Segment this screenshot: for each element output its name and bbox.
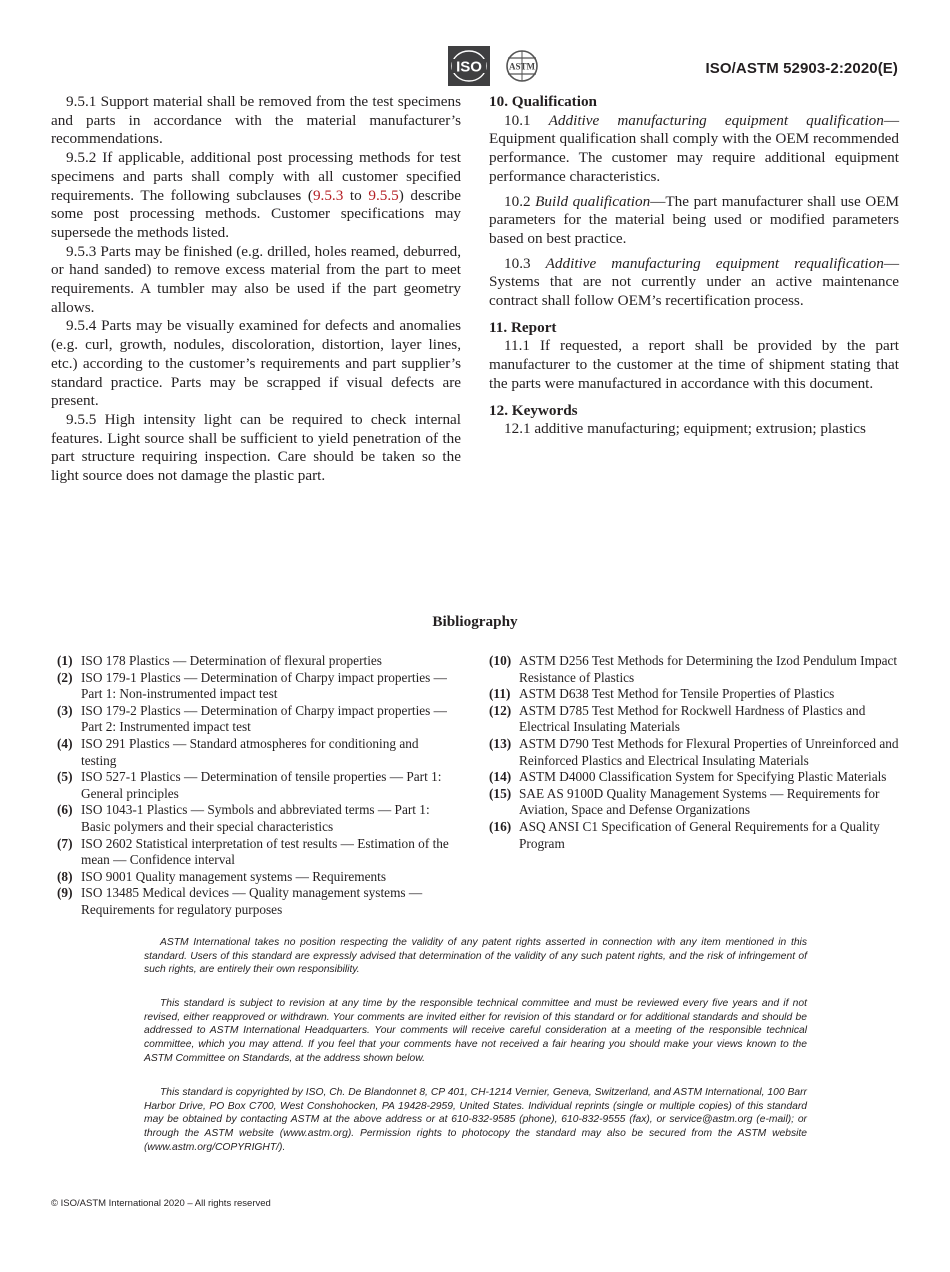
right-column — [489, 93, 899, 439]
link-9-5-3[interactable]: 9.5.3 — [312, 186, 344, 204]
bibliography-entry — [57, 736, 457, 769]
para-10-1-number: 10.1 — [504, 111, 549, 129]
para-10-1-title: Additive manufacturing equipment qualification — [548, 111, 884, 129]
bibliography-entry-number: (13) — [489, 735, 512, 751]
para-10-2 — [489, 193, 899, 249]
bibliography-entry-text: ASTM D785 Test Method for Rockwell Hardness of Plastics and Electrical Insulating Materials — [519, 702, 866, 735]
para-9-5-2-text-b: to — [343, 186, 369, 204]
bibliography-entry-number: (8) — [57, 868, 73, 884]
copyright-notice — [144, 1086, 807, 1155]
bibliography-right-list — [489, 653, 903, 852]
para-10-1 — [489, 112, 899, 187]
left-column — [51, 93, 461, 486]
patent-notice — [144, 936, 807, 977]
bibliography-entry-text: ISO 178 Plastics — Determination of flexural properties — [81, 653, 382, 668]
bibliography-entry — [489, 686, 903, 703]
para-9-5-5: 9.5.5 High intensity light can be required to check internal features. Light source shall be sufficient to yield penetration of the part structure requiring inspection. Care should be taken so the light source does not damage the plastic part. — [51, 410, 461, 485]
iso-logo — [448, 46, 490, 86]
bibliography-entry-number: (7) — [57, 835, 73, 851]
bibliography-entry — [57, 802, 457, 835]
header-logos — [448, 46, 548, 86]
bibliography-entry-number: (15) — [489, 785, 512, 801]
patent-notice-text: ASTM International takes no position respecting the validity of any patent rights asserted in connection with any item mentioned in this standard. Users of this standard are expressly advised that determination of the validity of any such patent rights, and the risk of infringement of such rights, are entirely their own responsibility. — [144, 937, 807, 976]
bibliography-entry — [57, 869, 457, 886]
bibliography-entry — [57, 703, 457, 736]
astm-logo-text: ASTM — [508, 61, 536, 72]
para-10-2-title: Build qualification — [535, 192, 651, 210]
link-9-5-5[interactable]: 9.5.5 — [368, 186, 399, 204]
bibliography-entry — [489, 786, 903, 819]
bibliography-entry-text: ISO 179-2 Plastics — Determination of Charpy impact properties — Part 2: Instrumented impact test — [81, 702, 447, 735]
bibliography-entry-text: ASQ ANSI C1 Specification of General Requirements for a Quality Program — [519, 818, 880, 851]
bibliography-entry — [489, 703, 903, 736]
bibliography-entry-text: ASTM D638 Test Method for Tensile Properties of Plastics — [519, 686, 835, 702]
bibliography-entry-text: ISO 2602 Statistical interpretation of test results — Estimation of the mean — Confidence interval — [81, 835, 449, 868]
bibliography-entry-number: (16) — [489, 818, 512, 834]
bibliography-entry-text: ASTM D4000 Classification System for Specifying Plastic Materials — [519, 769, 887, 785]
heading-qualification: 10. Qualification — [489, 93, 598, 110]
revision-notice-text: This standard is subject to revision at any time by the responsible technical committee and must be reviewed every five years and if not revised, either reapproved or withdrawn. Your comments are invited either for revision of this standard or for additional standards and should be addressed to ASTM International Headquarters. Your comments will receive careful consideration at a meeting of the responsible technical committee, which you may attend. If you feel that your comments have not received a fair hearing you should make your views known to the ASTM Committee on Standards, at the address shown below. — [144, 998, 807, 1064]
bibliography-entry-text: SAE AS 9100D Quality Management Systems — Requirements for Aviation, Space and Defense Organizations — [519, 785, 880, 818]
bibliography-entry-number: (4) — [57, 735, 73, 751]
bibliography-entry-text: ASTM D790 Test Methods for Flexural Properties of Unreinforced and Reinforced Plastics and Electrical Insulating Materials — [519, 735, 899, 768]
bibliography-entry — [57, 670, 457, 703]
bibliography-entry-text: ISO 1043-1 Plastics — Symbols and abbreviated terms — Part 1: Basic polymers and their special characteristics — [81, 802, 430, 834]
para-11-1: 11.1 If requested, a report shall be provided by the part manufacturer to the customer at the time of shipment stating that the parts were manufactured in accordance with this document. — [489, 337, 899, 392]
bibliography-entry-text: ISO 291 Plastics — Standard atmospheres for conditioning and testing — [81, 735, 419, 768]
bibliography-entry-number: (2) — [57, 669, 73, 685]
para-9-5-2 — [51, 149, 461, 243]
para-9-5-2-text-c: ) describe some post processing methods. Customer specifications may supersede the methods listed. — [51, 186, 461, 241]
bibliography-entry-text: ISO 527-1 Plastics — Determination of tensile properties — Part 1: General principles — [81, 769, 442, 801]
para-9-5-1: 9.5.1 Support material shall be removed from the test specimens and parts in accordance with the material manufacturer’s recommendations. — [51, 93, 461, 148]
bibliography-entry — [57, 885, 457, 918]
para-10-3-title: Additive manufacturing equipment requalification — [545, 254, 884, 272]
bibliography-entry — [489, 736, 903, 769]
copyright-notice-text: This standard is copyrighted by ISO, Ch. De Blandonnet 8, CP 401, CH-1214 Vernier, Geneva, Switzerland, and ASTM International, 100 Barr Harbor Drive, PO Box C700, West Conshohocken, PA 19428-2959, United States. Individual reprints (single or multiple copies) of this standard may be obtained by contacting ASTM at the above address or at 610-832-9585 (phone), 610-832-9555 (fax), or service@astm.org (e-mail); or through the ASTM website (www.astm.org). Permission rights to photocopy the standard may also be secured from the ASTM website (www.astm.org/COPYRIGHT/). — [144, 1087, 807, 1153]
para-9-5-3: 9.5.3 Parts may be finished (e.g. drilled, holes reamed, deburred, or hand sanded) to remove excess material from the part to meet requirements. A tumbler may also be used if the part geometry allows. — [51, 242, 461, 316]
para-12-1: 12.1 additive manufacturing; equipment; extrusion; plastics — [504, 420, 866, 438]
heading-report: 11. Report — [489, 318, 557, 336]
para-10-2-text: —The part manufacturer shall use OEM parameters for the material being used or modified parameters based on best practice. — [489, 192, 900, 247]
bibliography-entry-number: (14) — [489, 769, 512, 785]
bibliography-entry — [57, 836, 457, 869]
para-10-2-number: 10.2 — [504, 192, 536, 210]
para-9-5-4: 9.5.4 Parts may be visually examined for defects and anomalies (e.g. curl, growth, nodules, discoloration, distortion, layer lines, etc.) according to the customer’s requirements and part supplier’s standard practice. Parts may be scrapped if visual defects are present. — [51, 317, 461, 410]
bibliography-entry-number: (10) — [489, 653, 512, 668]
iso-logo-text: ISO — [456, 58, 482, 76]
bibliography-entry-text: ISO 13485 Medical devices — Quality management systems — Requirements for regulatory purposes — [81, 885, 423, 917]
bibliography-entry — [57, 653, 457, 670]
bibliography-entry-text: ASTM D256 Test Methods for Determining the Izod Pendulum Impact Resistance of Plastics — [519, 653, 898, 685]
footer-copyright: © ISO/ASTM International 2020 – All rights reserved — [51, 1198, 271, 1209]
para-10-1-text: —Equipment qualification shall comply with the OEM recommended performance. The customer may require additional equipment performance characteristics. — [489, 111, 899, 185]
bibliography-entry — [489, 653, 903, 686]
bibliography-entry-text: ISO 9001 Quality management systems — Requirements — [81, 868, 387, 884]
bibliography-title: Bibliography — [432, 613, 518, 630]
para-10-3-text: —Systems that are not currently under an active maintenance contract shall follow OEM’s recertification process. — [489, 254, 900, 310]
astm-logo — [502, 48, 542, 84]
bibliography-entry-number: (5) — [57, 769, 73, 785]
bibliography-entry-number: (12) — [489, 702, 512, 718]
para-10-3 — [489, 255, 899, 311]
bibliography-entry-number: (1) — [57, 653, 73, 668]
bibliography-entry — [57, 769, 457, 802]
bibliography-entry-number: (3) — [57, 702, 73, 718]
document-id: ISO/ASTM 52903-2:2020(E) — [705, 60, 898, 77]
para-9-5-2-text-a: 9.5.2 If applicable, additional post processing methods for test specimens and parts shall comply with all customer specified requirements. The following subclauses ( — [51, 149, 461, 204]
bibliography-entry-number: (6) — [57, 802, 73, 818]
para-10-3-number: 10.3 — [504, 254, 546, 272]
bibliography-entry — [489, 769, 903, 786]
bibliography-left-list — [57, 653, 457, 919]
revision-notice — [144, 997, 807, 1066]
bibliography-entry-number: (9) — [57, 885, 73, 901]
heading-keywords: 12. Keywords — [489, 401, 578, 419]
bibliography-entry-number: (11) — [489, 686, 511, 702]
bibliography-entry-text: ISO 179-1 Plastics — Determination of Charpy impact properties — Part 1: Non-instrumented impact test — [81, 669, 447, 702]
bibliography-entry — [489, 819, 903, 852]
